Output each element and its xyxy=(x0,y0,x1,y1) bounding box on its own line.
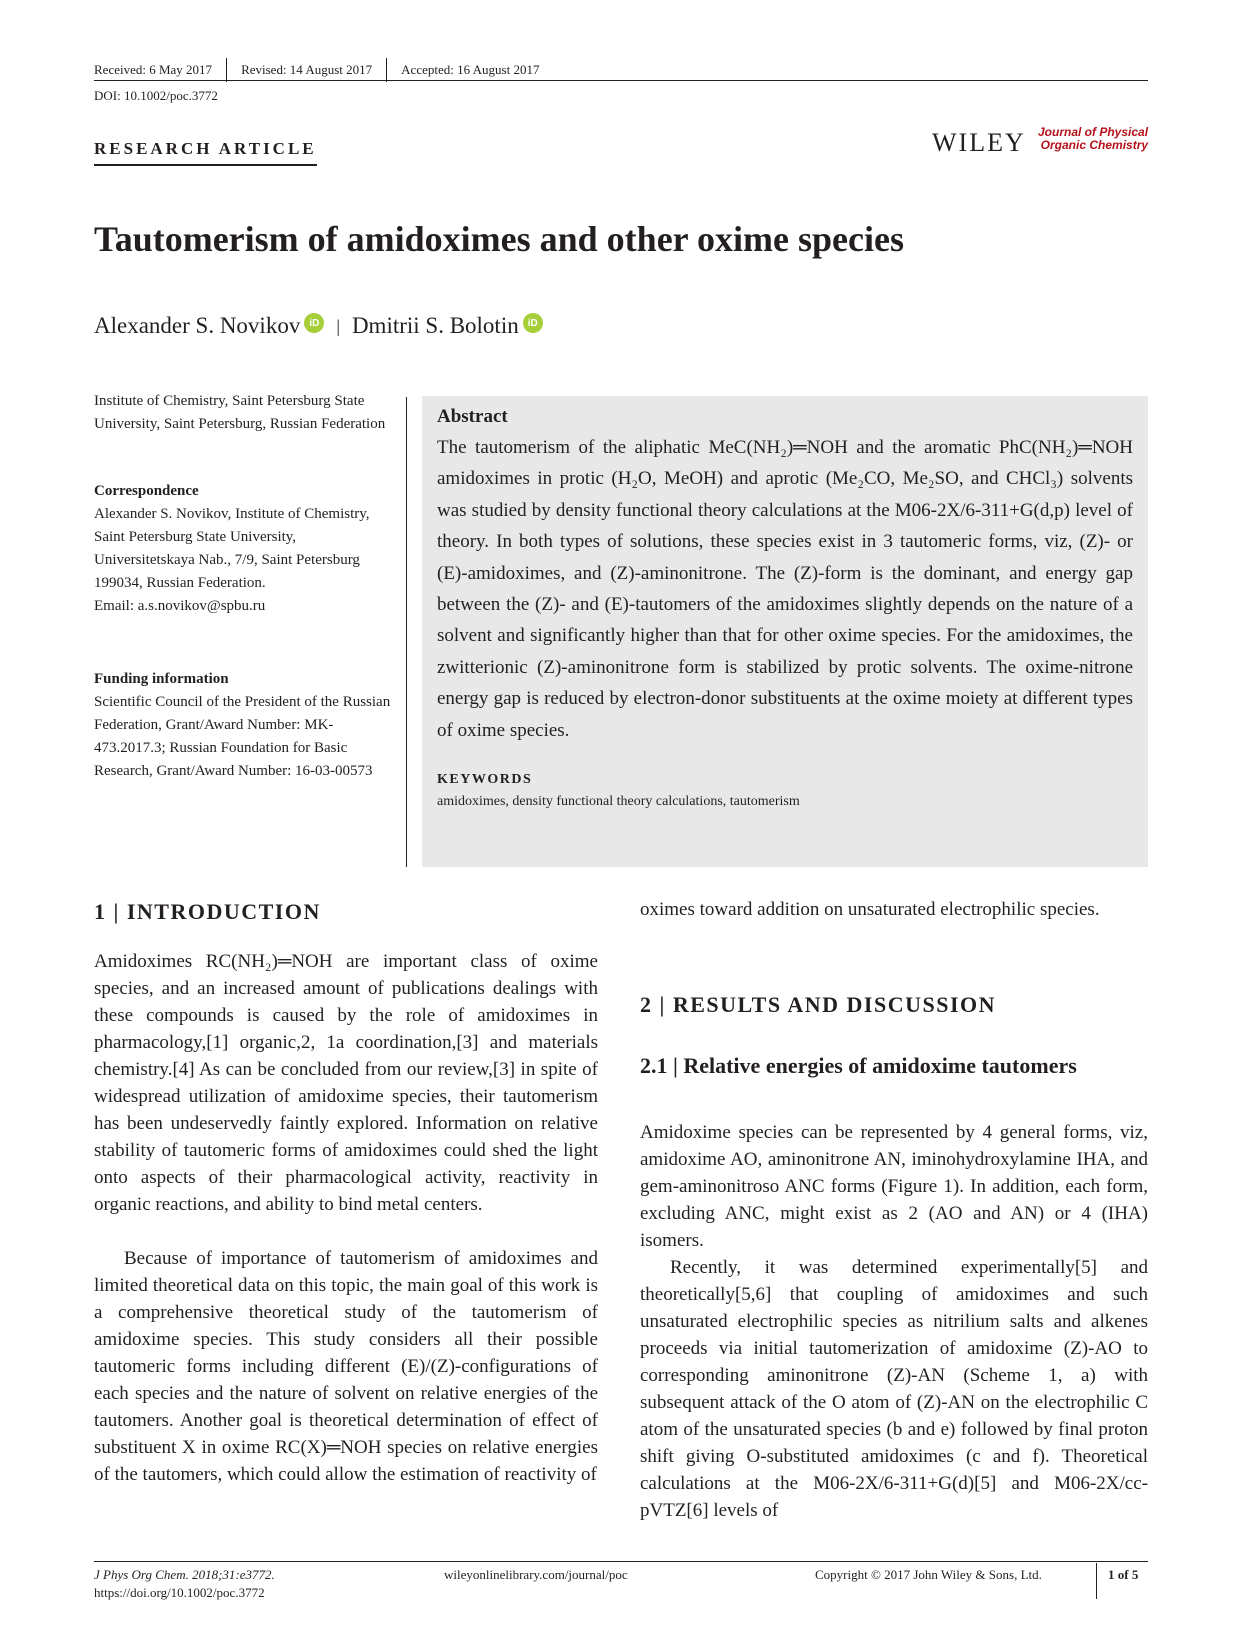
email[interactable]: Email: a.s.novikov@spbu.ru xyxy=(94,598,266,614)
author-name[interactable]: Dmitrii S. Bolotin xyxy=(351,313,519,338)
author-separator: | xyxy=(336,315,340,336)
divider xyxy=(386,58,387,82)
funding-block xyxy=(94,668,394,783)
results-paragraph-2: Recently, it was determined experimentally[5] and theoretically[5,6] that coupling of amidoximes and such unsaturated electrophilic species as nitrilium salts and alkenes proceeds via initial tautomerization of amidoxime (Z)-AO to corresponding aminonitrone (Z)-AN (Scheme 1, a) with subsequent attack of the O atom of (Z)-AN on the electrophilic C atom of the unsaturated species (b and e) followed by final proton shift giving O-substituted amidoximes (c and f). Theoretical calculations at the M06-2X/6-311+G(d)[5] and M06-2X/cc-pVTZ[6] levels of xyxy=(640,1257,1148,1521)
footer-copyright: Copyright © 2017 John Wiley & Sons, Ltd. xyxy=(815,1567,1042,1582)
footer-citation: J Phys Org Chem. 2018;31:e3772. xyxy=(94,1567,275,1582)
received-date: Received: 6 May 2017 xyxy=(94,62,213,77)
accepted-date: Accepted: 16 August 2017 xyxy=(401,62,540,77)
keywords: amidoximes, density functional theory calculations, tautomerism xyxy=(437,794,800,810)
publisher-logo: WILEY xyxy=(932,128,1026,157)
footer-citation-block xyxy=(94,1566,275,1602)
funding-heading: Funding information xyxy=(94,671,229,687)
column-divider xyxy=(406,397,407,867)
footer-rule xyxy=(94,1561,1148,1562)
section-heading-introduction: 1 | INTRODUCTION xyxy=(94,899,321,924)
author-name[interactable]: Alexander S. Novikov xyxy=(94,313,301,338)
journal-line-1: Journal of Physical xyxy=(1038,125,1149,139)
abstract-box xyxy=(422,396,1148,867)
intro-paragraph-2: Because of importance of tautomerism of amidoximes and limited theoretical data on this topic, the main goal of this work is a comprehensive theoretical study of the tautomerism of amidoxime species. This study considers all their possible tautomeric forms including different (E)/(Z)-configurations of each species and the nature of solvent on relative energies of the tautomers. Another goal is theoretical determination of effect of substituent X in oxime RC(X)═NOH species on relative energies of the tautomers, which could allow the estimation of reactivity of xyxy=(94,1248,598,1485)
footer-doi-link[interactable]: https://doi.org/10.1002/poc.3772 xyxy=(94,1585,265,1600)
orcid-icon[interactable]: iD xyxy=(523,313,543,333)
correspondence-heading: Correspondence xyxy=(94,483,199,499)
doi: DOI: 10.1002/poc.3772 xyxy=(94,88,218,103)
page-title: Tautomerism of amidoximes and other oxime species xyxy=(94,219,904,259)
abstract-text: The tautomerism of the aliphatic MeC(NH₂)═NOH and the aromatic PhC(NH₂)═NOH amidoximes in protic (H₂O, MeOH) and aprotic (Me₂CO, Me₂SO, and CHCl₃) solvents was studied by density functional theory calculations at the M06-2X/6-311+G(d,p) level of theory. In both types of solutions, these species exist in 3 tautomeric forms, viz, (Z)- or (E)-amidoximes, and (Z)-aminonitrone. The (Z)-form is the dominant, and energy gap between the (Z)- and (E)-tautomers of the amidoximes slightly depends on the nature of a solvent and significantly higher than that for other oxime species. For the amidoximes, the zwitterionic (Z)-aminonitrone form is stabilized by protic solvents. The oxime-nitrone energy gap is reduced by electron-donor substituents at the oxime moiety at different types of oxime species. xyxy=(437,437,1133,741)
footer-divider xyxy=(1096,1563,1097,1599)
journal-line-2: Organic Chemistry xyxy=(1040,138,1149,152)
correspondence-block xyxy=(94,480,394,618)
authors xyxy=(94,313,543,339)
revised-date: Revised: 14 August 2017 xyxy=(241,62,373,77)
results-paragraph-1: Amidoxime species can be represented by 4 general forms, viz, amidoxime AO, aminonitrone AN, iminohydroxylamine IHA, and gem-aminonitroso ANC forms (Figure 1). In addition, each form, excluding ANC, might exist as 2 (AO and AN) or 4 (IHA) isomers. xyxy=(640,1122,1148,1251)
intro-paragraph-1: Amidoximes RC(NH₂)═NOH are important class of oxime species, and an increased amount of publications dealings with these compounds is caused by the role of amidoximes in pharmacology,[1] organic,2, 1a coordination,[3] and materials chemistry.[4] As can be concluded from our review,[3] in spite of widespread utilization of amidoxime species, their tautomerism has been undeservedly faintly explored. Information on relative stability of tautomeric forms of amidoximes could shed the light onto aspects of their pharmacological activity, reactivity in organic reactions, and ability to bind metal centers. xyxy=(94,951,598,1215)
abstract-heading: Abstract xyxy=(437,406,508,427)
keywords-heading: KEYWORDS xyxy=(437,772,533,788)
funding-text: Scientific Council of the President of the Russian Federation, Grant/Award Number: MK-473.2017.3; Russian Foundation for Basic Research, Grant/Award Number: 16-03-00573 xyxy=(94,694,391,779)
affiliation: Institute of Chemistry, Saint Petersburg State University, Saint Petersburg, Russian Federation xyxy=(94,393,386,432)
intro-continuation: oximes toward addition on unsaturated electrophilic species. xyxy=(640,899,1100,920)
page-number: 1 of 5 xyxy=(1108,1567,1139,1582)
journal-logo xyxy=(1038,126,1148,152)
orcid-icon[interactable]: iD xyxy=(304,313,324,333)
article-type: RESEARCH ARTICLE xyxy=(94,139,317,166)
subsection-heading: 2.1 | Relative energies of amidoxime tautomers xyxy=(640,1053,1077,1078)
correspondence-text: Alexander S. Novikov, Institute of Chemistry, Saint Petersburg State University, Universitetskaya Nab., 7/9, Saint Petersburg 199034, Russian Federation. xyxy=(94,506,370,591)
dates-line xyxy=(94,58,539,82)
divider xyxy=(226,58,227,82)
footer-site-link[interactable]: wileyonlinelibrary.com/journal/poc xyxy=(444,1567,628,1582)
header-rule xyxy=(94,80,1148,81)
section-heading-results: 2 | RESULTS AND DISCUSSION xyxy=(640,992,997,1017)
